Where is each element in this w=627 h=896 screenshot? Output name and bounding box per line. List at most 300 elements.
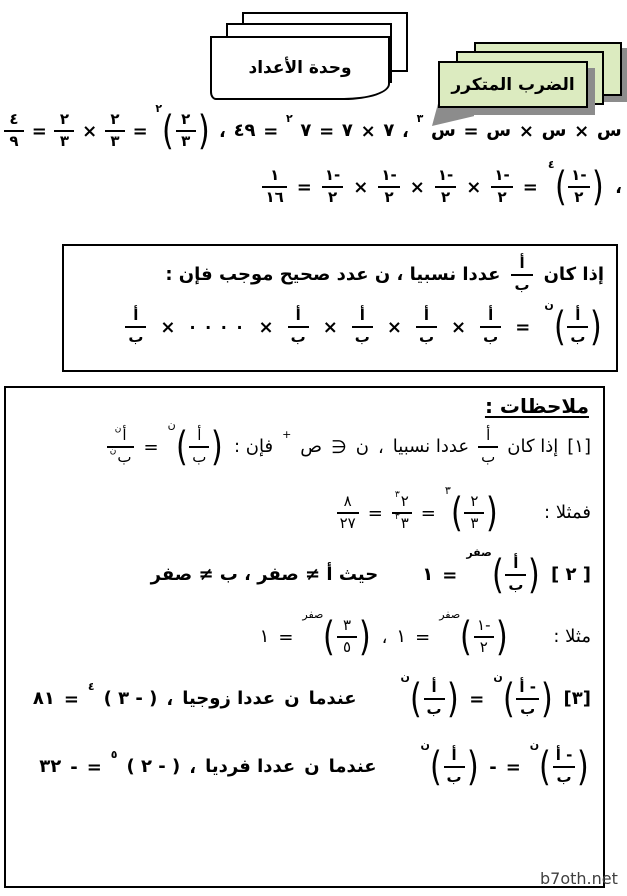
math-parenthesis: (	[539, 744, 551, 790]
fraction-numerator	[107, 112, 122, 128]
math-operator: =	[367, 502, 383, 524]
fraction-denominator	[352, 330, 373, 346]
math-text: ٤٩	[233, 120, 256, 142]
note-2-zero-power	[16, 548, 593, 602]
math-text: ص	[300, 436, 323, 458]
fraction-denominator	[6, 134, 21, 150]
fraction-numerator-value: ١-	[494, 166, 510, 185]
math-text: ٣٢	[39, 756, 62, 778]
fraction-denominator-value: ب	[520, 700, 536, 718]
fraction-numerator	[448, 748, 459, 764]
math-parenthesis: (	[429, 744, 442, 790]
fraction-numerator	[510, 556, 521, 572]
math-exponent: ن	[167, 418, 176, 431]
fraction-denominator	[107, 134, 122, 150]
fraction-denominator	[107, 446, 135, 466]
math-exponent: صفر	[302, 608, 324, 621]
fraction-numerator-value: أ	[575, 306, 581, 325]
math-parenthesis: )	[495, 614, 508, 660]
math-text: عددا زوجيا	[182, 688, 276, 710]
math-operator: =	[31, 120, 47, 142]
math-text: ٧	[300, 120, 312, 142]
fraction-numerator-value: أ	[359, 306, 365, 325]
fraction-denominator-value: ب	[128, 328, 144, 346]
fraction-denominator	[571, 190, 586, 206]
math-exponent: ٢	[155, 102, 163, 115]
fraction-numerator	[568, 168, 589, 184]
math-text: ( ٣ - )	[103, 688, 158, 710]
math-power-fraction	[547, 158, 605, 210]
math-fraction	[505, 556, 526, 594]
fraction-numerator-value: أ -	[555, 746, 573, 765]
fraction-denominator-value: ٢	[328, 188, 338, 206]
fraction-denominator	[554, 770, 575, 786]
fraction-denominator-value: ٣	[400, 514, 409, 532]
math-fraction	[288, 308, 309, 346]
math-power-fraction	[155, 102, 211, 154]
math-operator: ×	[409, 176, 425, 198]
fraction-denominator-value: ٣	[59, 132, 70, 150]
math-exponent: ن	[109, 446, 117, 456]
math-parenthesis: (	[491, 552, 504, 598]
math-text: ١	[396, 626, 407, 648]
fraction-numerator-value: ١-	[477, 616, 491, 635]
math-operator: =	[278, 626, 294, 648]
math-ellipsis-dots: · · · ·	[189, 317, 245, 337]
math-fraction	[322, 168, 343, 206]
math-text: س	[486, 120, 512, 142]
math-operator: =	[263, 120, 279, 142]
fraction-numerator	[194, 428, 204, 444]
math-operator: ،	[381, 626, 388, 648]
fraction-numerator-value: أ	[423, 306, 430, 325]
fraction-denominator	[125, 330, 146, 346]
fraction-numerator	[6, 112, 21, 128]
fraction-numerator	[516, 256, 527, 272]
fraction-denominator-value: ب	[290, 328, 306, 346]
rule-condition-line	[74, 250, 604, 300]
math-parenthesis: (	[323, 614, 336, 660]
math-power-fraction	[529, 738, 591, 790]
fraction-denominator-value: ب	[418, 328, 435, 346]
fraction-denominator-value: ب	[481, 448, 496, 466]
math-fraction	[352, 308, 373, 346]
fraction-denominator	[381, 190, 396, 206]
fraction-denominator	[478, 450, 498, 466]
math-fraction	[105, 112, 125, 150]
math-operator: =	[132, 120, 148, 142]
math-exponent: ٤	[87, 679, 95, 693]
math-parenthesis: )	[590, 304, 603, 350]
math-power-fraction	[167, 418, 225, 470]
fraction-numerator	[572, 308, 583, 324]
math-fraction	[107, 424, 135, 466]
fraction-denominator	[511, 278, 532, 294]
fraction-denominator	[337, 516, 359, 532]
fraction-denominator	[288, 330, 309, 346]
math-operator: =	[522, 176, 538, 198]
fraction-denominator	[567, 330, 588, 346]
fraction-numerator	[357, 308, 368, 324]
math-operator: ×	[574, 120, 590, 142]
math-power-fraction	[466, 546, 542, 598]
math-parenthesis: )	[577, 744, 590, 790]
fraction-denominator-value: ٩	[9, 132, 19, 150]
unit-title: وحدة الأعداد	[248, 58, 352, 78]
math-fraction	[568, 168, 589, 206]
fraction-denominator	[262, 190, 286, 206]
fraction-denominator-value: ب	[446, 768, 462, 786]
math-operator: ×	[466, 176, 482, 198]
math-text: ن	[304, 756, 320, 778]
math-fraction	[189, 428, 209, 466]
fraction-numerator	[467, 494, 481, 510]
math-parenthesis: (	[553, 304, 566, 350]
math-operator: ،	[166, 688, 174, 710]
fraction-denominator	[340, 640, 354, 656]
fraction-numerator	[293, 308, 304, 324]
math-text: ٧	[383, 120, 395, 142]
math-text: [ ٢ ]	[551, 564, 591, 586]
fraction-numerator	[341, 494, 355, 510]
math-text: حيث أ ≠ صفر ، ب ≠ صفر	[150, 564, 379, 586]
fraction-denominator	[480, 330, 501, 346]
math-operator: ،	[615, 176, 622, 198]
math-parenthesis: )	[528, 552, 541, 598]
fraction-denominator	[517, 702, 538, 718]
rule-expansion-line	[74, 300, 604, 354]
fraction-denominator	[424, 702, 445, 718]
math-fraction	[464, 494, 484, 532]
fraction-numerator-value: أ	[133, 306, 139, 325]
math-operator: =	[63, 688, 79, 710]
math-exponent: ٣	[394, 490, 400, 501]
equation-powers-examples-2	[236, 160, 622, 214]
math-operator: ×	[258, 316, 274, 338]
math-fraction	[474, 618, 494, 656]
fraction-denominator-value: ٢	[497, 188, 507, 206]
math-exponent: ٤	[547, 158, 555, 171]
math-text: س	[541, 120, 567, 142]
fraction-numerator	[474, 618, 493, 634]
math-parenthesis: (	[502, 676, 515, 722]
fraction-denominator	[325, 190, 340, 206]
fraction-numerator-value: أ	[451, 746, 457, 765]
math-power-fraction	[544, 298, 604, 350]
notes-title: ملاحظات :	[484, 394, 589, 418]
math-parenthesis: (	[175, 424, 188, 470]
math-text: عددا فرديا	[205, 756, 296, 778]
fraction-numerator	[378, 168, 399, 184]
fraction-denominator-value: ب	[556, 768, 572, 786]
math-fraction	[337, 494, 359, 532]
fraction-denominator-value: ب	[514, 276, 530, 294]
unit-card	[210, 12, 416, 104]
math-operator: =	[86, 756, 102, 778]
math-parenthesis: )	[466, 744, 479, 790]
note-1-power-rule	[16, 420, 593, 474]
fraction-numerator	[516, 680, 539, 696]
math-operator: =	[319, 120, 335, 142]
math-operator: =	[463, 120, 479, 142]
fraction-numerator-value: ٨	[343, 492, 352, 511]
math-power-fraction	[420, 738, 481, 790]
note-3-odd-power	[16, 740, 593, 794]
math-operator: ×	[360, 120, 376, 142]
math-operator: =	[420, 502, 436, 524]
fraction-denominator-value: ٢	[440, 188, 451, 206]
math-text: ١	[259, 626, 270, 648]
math-fraction	[553, 748, 576, 786]
fraction-denominator-value: ٢	[479, 638, 488, 656]
math-text: ( ٢ - )	[126, 756, 181, 778]
fraction-numerator-value: ١-	[381, 166, 397, 185]
notes-rows	[16, 420, 593, 794]
math-operator: ×	[518, 120, 534, 142]
fraction-denominator	[505, 578, 526, 594]
math-parenthesis: )	[446, 676, 459, 722]
math-parenthesis: )	[591, 164, 604, 210]
fraction-denominator-value: ٣	[181, 132, 191, 150]
math-text: عددا نسبيا	[392, 436, 470, 458]
site-watermark: b7oth.net	[540, 869, 618, 888]
math-power-fraction	[302, 608, 372, 660]
power-rule-box	[62, 244, 618, 372]
math-operator: -	[70, 756, 78, 778]
math-fraction	[125, 308, 146, 346]
math-fraction	[4, 112, 24, 150]
math-operator: =	[505, 756, 521, 778]
math-exponent: ٣	[444, 484, 451, 497]
math-fraction	[435, 168, 456, 206]
fraction-numerator-value: أ	[431, 678, 437, 697]
math-exponent: +	[282, 427, 292, 441]
fraction-numerator-value: ١-	[324, 166, 341, 185]
math-parenthesis: (	[450, 490, 463, 536]
math-fraction	[444, 748, 465, 786]
math-operator: =	[442, 564, 458, 586]
math-text: ٨١	[32, 688, 55, 710]
math-operator: ×	[451, 316, 467, 338]
math-text: ١	[422, 564, 434, 586]
fraction-numerator	[57, 112, 72, 128]
paper-sheet-front	[210, 36, 390, 100]
equation-powers-examples-1	[4, 104, 622, 158]
math-fraction	[511, 256, 532, 294]
math-operator: ،	[219, 120, 226, 142]
math-parenthesis: (	[409, 676, 422, 722]
fraction-denominator-value: ٣	[470, 514, 479, 532]
math-operator: ∋	[331, 436, 347, 458]
fraction-denominator	[57, 134, 72, 150]
math-operator: =	[143, 436, 159, 458]
math-operator: ×	[322, 316, 338, 338]
fraction-denominator-value: ب	[426, 700, 442, 718]
fraction-denominator	[178, 134, 193, 150]
fraction-numerator-value: أ	[513, 554, 519, 573]
fraction-denominator-value: ١٦	[265, 188, 284, 206]
fraction-denominator-value: ب	[508, 576, 524, 594]
math-operator: ،	[377, 436, 384, 458]
math-text: س	[430, 120, 456, 142]
fraction-numerator-value: أ	[197, 426, 202, 445]
math-text: ٧	[341, 120, 353, 142]
math-operator: =	[469, 688, 485, 710]
math-text: س	[596, 120, 622, 142]
math-operator: ×	[82, 120, 98, 142]
fraction-denominator	[392, 512, 412, 532]
math-exponent: ٢	[286, 111, 293, 125]
fraction-denominator-value: ب	[483, 328, 499, 346]
fraction-denominator	[438, 190, 453, 206]
fraction-denominator-value: ب	[192, 448, 207, 466]
math-exponent: صفر	[466, 546, 492, 559]
fraction-numerator-value: ٤	[9, 110, 19, 129]
notes-box	[4, 386, 605, 888]
note-2-example	[16, 610, 593, 664]
fraction-denominator	[416, 330, 437, 346]
fraction-numerator-value: ١-	[437, 166, 454, 185]
fraction-numerator	[267, 168, 282, 184]
fraction-numerator	[340, 618, 354, 634]
fraction-denominator-value: ب	[354, 328, 370, 346]
math-fraction	[491, 168, 512, 206]
fraction-numerator-value: ٣	[342, 616, 352, 635]
fraction-numerator-value: أ	[295, 306, 301, 325]
topic-title: الضرب المتكرر	[451, 74, 575, 95]
math-text: فإن :	[233, 436, 274, 458]
math-exponent: ن	[114, 424, 122, 435]
fraction-numerator-value: ٢	[470, 492, 479, 511]
fraction-numerator-value: أ -	[519, 678, 536, 697]
math-parenthesis: (	[460, 614, 472, 660]
math-exponent: ن	[544, 298, 554, 311]
math-fraction	[424, 680, 445, 718]
fraction-numerator-value: أ	[486, 426, 491, 445]
math-fraction	[478, 428, 498, 466]
fraction-numerator	[483, 428, 493, 444]
math-operator: =	[515, 316, 531, 338]
math-text: مثلا :	[553, 626, 591, 648]
fraction-denominator-value: ٢٧	[339, 514, 356, 532]
math-text: ن	[284, 688, 300, 710]
math-text: إذا كان	[507, 436, 559, 458]
math-parenthesis: )	[358, 614, 371, 660]
math-text: فمثلا :	[544, 502, 591, 524]
math-operator: =	[415, 626, 431, 648]
fraction-numerator-value: ٢	[110, 110, 120, 129]
math-fraction	[480, 308, 501, 346]
math-fraction	[567, 308, 588, 346]
math-exponent: ٥	[110, 747, 118, 761]
fraction-denominator-value: ٣	[110, 132, 120, 150]
math-text: إذا كان	[543, 264, 604, 286]
math-fraction	[516, 680, 539, 718]
fraction-denominator-value: ٢	[384, 188, 394, 206]
fraction-numerator	[112, 424, 130, 445]
math-fraction	[416, 308, 437, 346]
math-operator: ×	[353, 176, 369, 198]
math-text: ن	[355, 436, 369, 458]
math-power-fraction	[444, 484, 500, 536]
math-operator: ،	[189, 756, 197, 778]
math-exponent: ن	[493, 670, 503, 683]
math-exponent: ن	[420, 738, 430, 751]
fraction-numerator	[428, 680, 439, 696]
note-3-even-power	[16, 672, 593, 726]
math-operator: ،	[402, 120, 409, 142]
math-fraction	[176, 112, 196, 150]
fraction-numerator	[435, 168, 456, 184]
math-text: [١]	[567, 436, 591, 458]
math-parenthesis: (	[554, 164, 567, 210]
fraction-numerator	[392, 490, 412, 511]
fraction-denominator-value: ٢	[574, 188, 584, 206]
fraction-numerator-value: أ	[519, 254, 525, 273]
fraction-numerator	[485, 308, 496, 324]
math-exponent: ٣	[416, 111, 424, 125]
fraction-denominator-value: ب	[570, 328, 586, 346]
math-operator: -	[489, 756, 497, 778]
math-operator: =	[296, 176, 312, 198]
math-parenthesis: )	[486, 490, 499, 536]
math-parenthesis: )	[197, 108, 210, 154]
fraction-numerator	[421, 308, 432, 324]
math-operator: ×	[160, 316, 176, 338]
fraction-numerator	[322, 168, 343, 184]
math-power-fraction	[493, 670, 554, 722]
fraction-denominator-value: ٥	[342, 638, 352, 656]
fraction-denominator	[494, 190, 509, 206]
fraction-numerator	[491, 168, 512, 184]
fraction-denominator	[189, 450, 209, 466]
fraction-numerator	[553, 748, 576, 764]
math-exponent: ن	[400, 670, 410, 683]
paper-sheet-front	[438, 61, 588, 108]
fraction-numerator-value: ٢	[400, 492, 409, 511]
math-parenthesis: )	[211, 424, 224, 470]
math-exponent: صفر	[439, 608, 461, 621]
fraction-numerator-value: ١-	[571, 166, 587, 185]
fraction-numerator-value: ١	[270, 166, 280, 185]
math-text: عددا نسبيا ، ن عدد صحيح موجب فإن :	[165, 264, 501, 286]
math-parenthesis: (	[162, 108, 174, 154]
math-fraction	[392, 490, 412, 532]
math-text: عندما	[308, 688, 357, 710]
math-exponent: ن	[529, 738, 540, 751]
note-1-example	[16, 486, 593, 540]
fraction-denominator-value: ب	[117, 448, 132, 466]
math-fraction	[54, 112, 74, 150]
math-power-fraction	[439, 608, 509, 660]
fraction-numerator-value: أ	[122, 426, 127, 445]
math-parenthesis: )	[540, 676, 553, 722]
math-exponent: ٣	[394, 512, 400, 522]
math-power-fraction	[400, 670, 461, 722]
fraction-numerator	[178, 112, 193, 128]
fraction-numerator-value: ٢	[181, 110, 191, 129]
fraction-denominator	[477, 640, 491, 656]
fraction-denominator	[467, 516, 481, 532]
fraction-numerator	[130, 308, 141, 324]
math-fraction	[378, 168, 399, 206]
math-text: عندما	[328, 756, 377, 778]
math-fraction	[262, 168, 286, 206]
fraction-numerator-value: ٢	[59, 110, 70, 129]
fraction-denominator	[444, 770, 465, 786]
fraction-numerator-value: أ	[488, 306, 494, 325]
math-fraction	[337, 618, 357, 656]
